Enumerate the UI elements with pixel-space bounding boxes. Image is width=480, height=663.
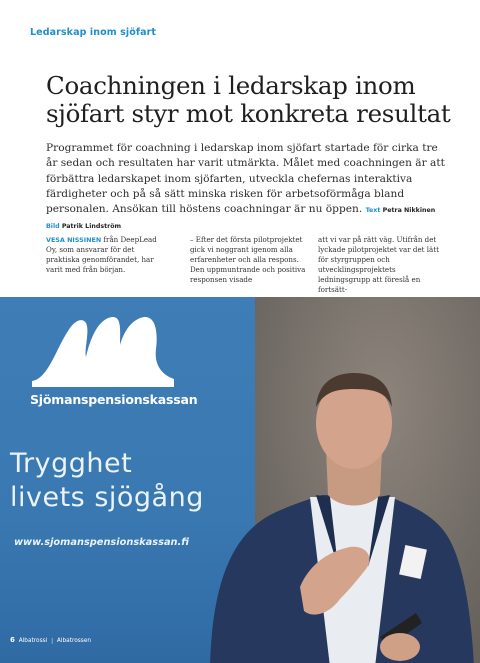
text-credit-author: Petra Nikkinen [382, 207, 436, 215]
slogan-line-2: livets sjögång [10, 482, 204, 513]
banner-organization-name: Sjömanspensionskassan [30, 392, 198, 407]
speaker-figure [190, 337, 480, 663]
page-footer [10, 636, 91, 644]
interviewee-name: VESA NISSINEN [46, 236, 102, 244]
magazine-name-sv: Albatrossen [56, 638, 92, 644]
article-ingress [46, 141, 446, 235]
photo-credit-label: Bild [46, 223, 60, 231]
magazine-name-fi: Albatrossi [18, 638, 48, 644]
page-number: 6 [10, 636, 15, 644]
section-label: Ledarskap inom sjöfart [30, 27, 157, 38]
column-1-text: från DeepLead Oy, som ansvarar för det praktiska genomförandet, har varit med från början. [46, 235, 157, 275]
article-photo [0, 297, 480, 663]
photo-credit-author: Patrik Lindström [61, 223, 122, 231]
article-headline: Coachningen i ledarskap inom sjöfart styr mot konkreta resultat [46, 71, 451, 128]
ingress-text: Programmet för coachning i ledarskap inom sjöfart startade för cirka tre år sedan och resultaten har varit utmärkta. Målet med coachningen är att förbättra ledarskapet inom sjöfarten, utveckla chefernas interaktiva färdigheter och på så sätt minska risken för arbetsoförmåga bland personalen. Ansökan till höstens coachningar är nu öppen. [46, 142, 445, 216]
body-column-1 [46, 235, 170, 275]
text-credit-label: Text [365, 207, 381, 215]
body-column-2: – Efter det första pilotprojektet gick vi noggrant igenom alla erfarenheter och alla respons. Den uppmuntrande och positiva responsen visade [190, 235, 306, 285]
footer-separator: | [51, 638, 54, 644]
wave-logo-icon [28, 309, 178, 389]
slogan-line-1: Trygghet [10, 448, 133, 479]
body-column-3: att vi var på rätt väg. Utifrån det lyckade pilotprojektet var det lätt för styrgruppen och utvecklingsprojektets ledningsgrupp att föreslå en fortsätt- [318, 235, 439, 295]
banner-url: www.sjomanspensionskassan.fi [14, 537, 189, 548]
